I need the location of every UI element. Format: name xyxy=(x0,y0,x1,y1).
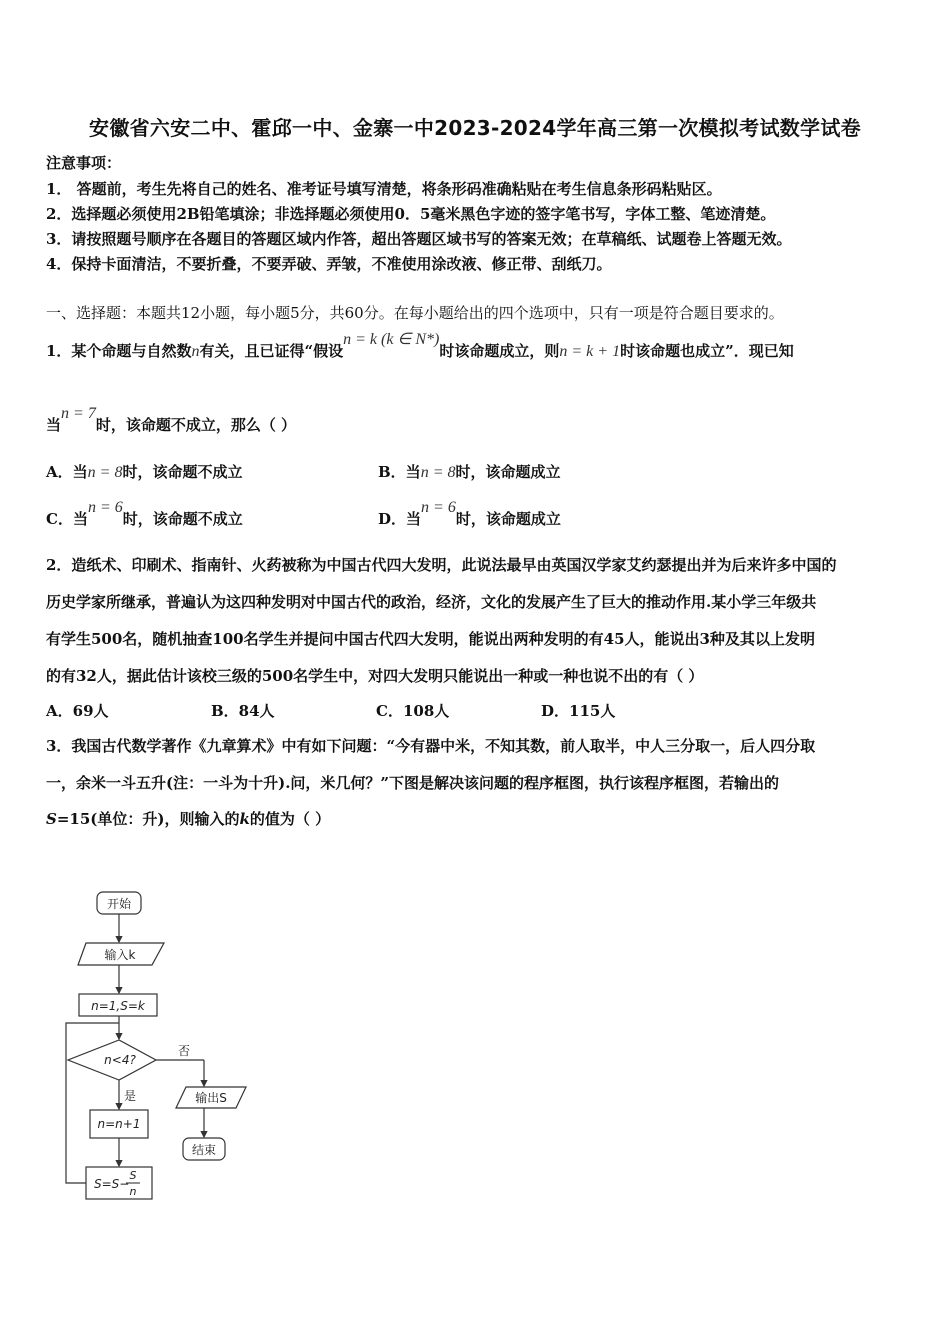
flow-increment-label: n=n+1 xyxy=(97,1117,141,1131)
question-3-line xyxy=(46,808,330,829)
flowchart xyxy=(60,880,260,1210)
q1-text: 1．某个命题与自然数 xyxy=(46,342,192,360)
flow-output-label: 输出S xyxy=(195,1091,227,1105)
q1-option-a xyxy=(46,461,242,482)
question-2-line: 有学生500名，随机抽查100名学生并提问中国古代四大发明，能说出两种发明的有45人，能说出3种及其以上发明 xyxy=(46,630,815,648)
question-2-line: 历史学家所继承，普遍认为这四种发明对中国古代的政治，经济，文化的发展产生了巨大的推动作用.某小学三年级共 xyxy=(46,593,817,611)
option-text: 时，该命题成立 xyxy=(455,510,561,528)
q1-text: 当 xyxy=(46,416,62,434)
option-text: 时，该命题不成立 xyxy=(122,510,243,528)
option-math: n = 8 xyxy=(87,464,123,481)
q1-option-b xyxy=(378,461,561,482)
q3-text: 的值为（ ） xyxy=(249,810,331,828)
option-label: C．当 xyxy=(46,510,88,528)
q3-var-s: S xyxy=(46,810,57,828)
question-2-line: 的有32人，据此估计该校三级的500名学生中，对四大发明只能说出一种或一种也说不出的有（ ） xyxy=(46,667,704,685)
q2-option-b: B．84人 xyxy=(211,702,275,720)
q2-option-c: C．108人 xyxy=(376,702,450,720)
option-label: A．当 xyxy=(46,463,88,481)
q2-option-a: A．69人 xyxy=(46,702,109,720)
q3-text: =15(单位：升)，则输入的 xyxy=(56,810,240,828)
q1-text: 时，该命题不成立，那么（ ） xyxy=(95,416,297,434)
question-3-line: 3．我国古代数学著作《九章算术》中有如下问题：“今有器中米，不知其数，前人取半，中人三分取一，后人四分取 xyxy=(46,737,816,755)
flow-end-label: 结束 xyxy=(191,1143,217,1157)
notice-item: 4．保持卡面清洁，不要折叠，不要弄破、弄皱，不准使用涂改液、修正带、刮纸刀。 xyxy=(46,255,612,273)
q3-var-k: k xyxy=(239,810,250,828)
q1-math: n = 7 xyxy=(61,405,96,422)
page-title: 安徽省六安二中、霍邱一中、金寨一中2023-2024学年高三第一次模拟考试数学试卷 xyxy=(89,116,861,140)
flow-yes-label: 是 xyxy=(124,1089,137,1103)
q1-var: n xyxy=(191,343,200,360)
notice-item: 2．选择题必须使用2B铅笔填涂；非选择题必须使用0．5毫米黑色字迹的签字笔书写，字体工整、笔迹清楚。 xyxy=(46,205,776,223)
q1-text: 有关，且已证得“假设 xyxy=(199,342,344,360)
question-1-line-1 xyxy=(46,331,794,361)
q2-option-d: D．115人 xyxy=(541,702,616,720)
question-2-line: 2．造纸术、印刷术、指南针、火药被称为中国古代四大发明，此说法最早由英国汉学家艾约瑟提出并为后来许多中国的 xyxy=(46,556,837,574)
flow-start-label: 开始 xyxy=(106,897,132,911)
flow-init-label: n=1,S=k xyxy=(91,999,145,1013)
flow-input-label: 输入k xyxy=(104,948,136,962)
q1-math: n = k + 1 xyxy=(559,343,621,360)
option-math: n = 6 xyxy=(421,499,456,516)
flow-update-denominator: n xyxy=(129,1185,137,1198)
notice-item: 1． 答题前，考生先将自己的姓名、准考证号填写清楚，将条形码准确粘贴在考生信息条形码粘贴区。 xyxy=(46,180,722,198)
question-1-line-2 xyxy=(46,405,297,435)
option-text: 时，该命题成立 xyxy=(455,463,561,481)
section-heading: 一、选择题：本题共12小题，每小题5分，共60分。在每小题给出的四个选项中，只有一项是符合题目要求的。 xyxy=(46,304,784,322)
flow-condition-label: n<4? xyxy=(104,1053,136,1067)
flow-update-numerator: S xyxy=(129,1169,137,1182)
option-math: n = 8 xyxy=(420,464,456,481)
q1-text: 时该命题成立，则 xyxy=(439,342,560,360)
q1-option-c xyxy=(46,499,243,529)
q1-math: n = k (k ∈ N*) xyxy=(343,331,440,348)
notice-item: 3．请按照题号顺序在各题目的答题区域内作答，超出答题区域书写的答案无效；在草稿纸、试题卷上答题无效。 xyxy=(46,230,792,248)
option-math: n = 6 xyxy=(87,499,123,516)
q1-text: 时该命题也成立”．现已知 xyxy=(620,342,794,360)
option-label: B．当 xyxy=(378,463,421,481)
flow-update-label: S=S− xyxy=(94,1177,130,1191)
question-3-line: 一，余米一斗五升(注：一斗为十升).问，米几何？”下图是解决该问题的程序框图，执行该程序框图，若输出的 xyxy=(46,774,780,792)
q1-option-d xyxy=(378,499,561,529)
option-label: D．当 xyxy=(378,510,422,528)
flow-no-label: 否 xyxy=(178,1044,191,1058)
notice-heading: 注意事项： xyxy=(46,154,122,172)
option-text: 时，该命题不成立 xyxy=(122,463,243,481)
